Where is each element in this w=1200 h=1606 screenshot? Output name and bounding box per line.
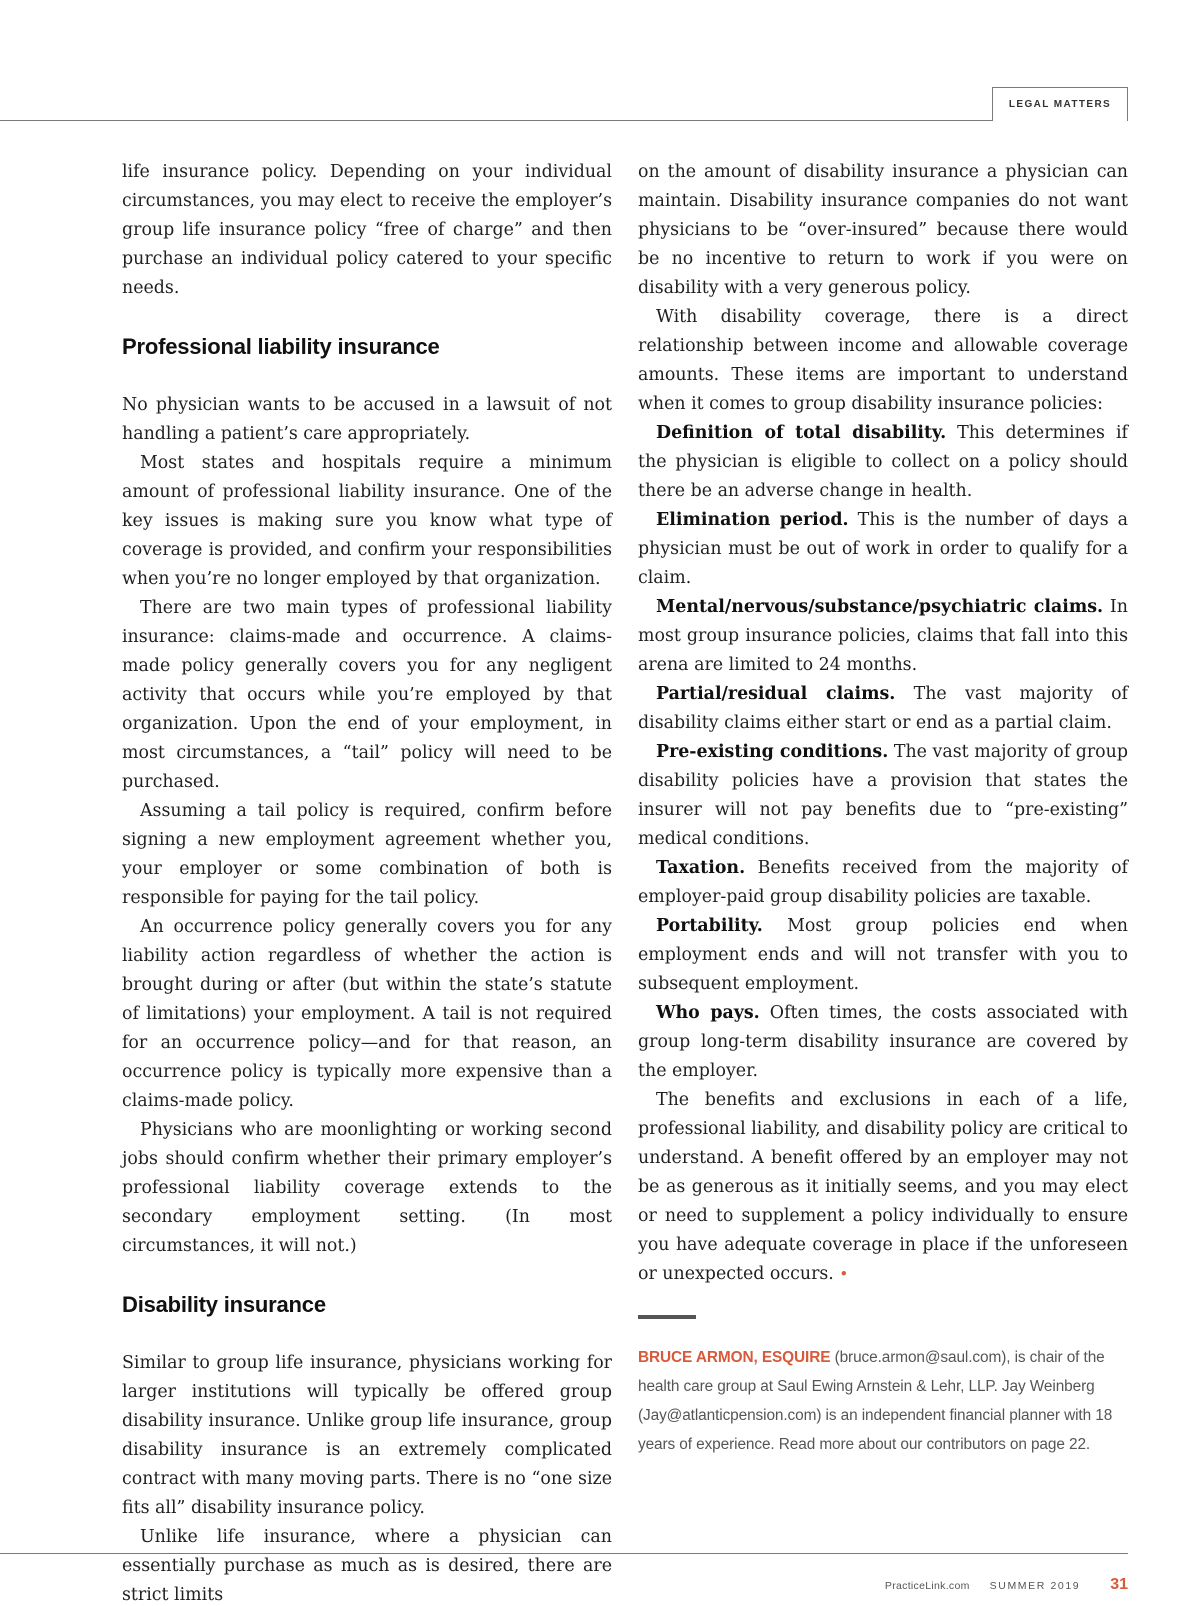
item-term: Elimination period. <box>656 510 849 530</box>
paragraph: Unlike life insurance, where a physician can essentially purchase as much as is desired, there are strict limits <box>122 1527 612 1605</box>
paragraph: Similar to group life insurance, physicians working for larger institutions will typically be offered group disability insurance. Unlike group life insurance, group disability insurance is an extremely complicated contract with many moving parts. There is no “one size fits all” disability insurance policy. <box>122 1353 612 1518</box>
item-term: Definition of total disability. <box>656 423 947 443</box>
item-term: Portability. <box>656 916 763 936</box>
item-term: Taxation. <box>656 858 746 878</box>
paragraph: There are two main types of professional liability insurance: claims-made and occurrence. A claims-made policy generally covers you for any negligent activity that occurs while you’re employed by that organization. Upon the end of your employment, in most circumstances, a “tail” policy will need to be purchased. <box>122 598 612 792</box>
author-bio <box>638 1343 1128 1459</box>
item-text: In most group insurance policies, claims that fall into this arena are limited to 24 months. <box>638 597 1128 675</box>
paragraph <box>638 1086 1128 1289</box>
list-item <box>638 738 1128 854</box>
bio-text: (bruce.armon@saul.com), is chair of the health care group at Saul Ewing Arnstein & Lehr, LLP. Jay Weinberg (Jay@atlanticpension.com) is an independent financial planner with 18 years of experience. Read more about our contributors on page 22. <box>638 1349 1113 1453</box>
item-text: Benefits received from the majority of employer-paid group disability policies are taxable. <box>638 858 1128 907</box>
header-rule <box>0 120 1128 121</box>
paragraph: Assuming a tail policy is required, confirm before signing a new employment agreement whether you, your employer or some combination of both is responsible for paying for the tail policy. <box>122 801 612 908</box>
end-mark-icon: • <box>839 1265 849 1283</box>
closing-text: The benefits and exclusions in each of a life, professional liability, and disability policy are critical to understand. A benefit offered by an employer may not be as generous as it initially seems, and you may elect or need to supplement a policy individually to ensure you have adequate coverage in place if the unforeseen or unexpected occurs. <box>638 1090 1128 1284</box>
paragraph: Most states and hospitals require a minimum amount of professional liability insurance. One of the key issues is making sure you know what type of coverage is provided, and confirm your responsibilities when you’re no longer employed by that organization. <box>122 453 612 589</box>
item-text: The vast majority of disability claims either start or end as a partial claim. <box>638 684 1128 733</box>
paragraph: on the amount of disability insurance a physician can maintain. Disability insurance companies do not want physicians to be “over-insured” because there would be no incentive to return to work if you were on disability with a very generous policy. <box>638 162 1128 298</box>
list-item <box>638 680 1128 738</box>
list-item <box>638 999 1128 1086</box>
item-text: This determines if the physician is eligible to collect on a policy should there be an adverse change in health. <box>638 423 1128 501</box>
item-term: Partial/residual claims. <box>656 684 896 704</box>
right-column <box>638 158 1128 1459</box>
footer-issue: SUMMER 2019 <box>989 1580 1081 1592</box>
left-column <box>122 158 612 1606</box>
page-number: 31 <box>1110 1576 1128 1593</box>
bio-divider <box>638 1315 696 1319</box>
paragraph: life insurance policy. Depending on your individual circumstances, you may elect to receive the employer’s group life insurance policy “free of charge” and then purchase an individual policy catered to your specific needs. <box>122 162 612 298</box>
heading-professional-liability: Professional liability insurance <box>122 334 440 359</box>
item-text: Most group policies end when employment ends and will not transfer with you to subsequent employment. <box>638 916 1128 994</box>
paragraph: Physicians who are moonlighting or working second jobs should confirm whether their primary employer’s professional liability coverage extends to the secondary employment setting. (In most circumstances, it will not.) <box>122 1120 612 1256</box>
heading-disability-insurance: Disability insurance <box>122 1292 326 1317</box>
list-item <box>638 506 1128 593</box>
item-text: This is the number of days a physician must be out of work in order to qualify for a claim. <box>638 510 1128 588</box>
paragraph: No physician wants to be accused in a lawsuit of not handling a patient’s care appropriately. <box>122 395 612 444</box>
paragraph: An occurrence policy generally covers you for any liability action regardless of whether the action is brought during or after (but within the state’s statute of limitations) your employment. A tail is not required for an occurrence policy—and for that reason, an occurrence policy is typically more expensive than a claims-made policy. <box>122 917 612 1111</box>
footer <box>885 1576 1128 1594</box>
list-item <box>638 912 1128 999</box>
section-tag: LEGAL MATTERS <box>992 87 1128 121</box>
item-text: Often times, the costs associated with group long-term disability insurance are covered by the employer. <box>638 1003 1128 1081</box>
item-term: Mental/nervous/substance/psychiatric claims. <box>656 597 1104 617</box>
item-term: Pre-existing conditions. <box>656 742 889 762</box>
paragraph: With disability coverage, there is a direct relationship between income and allowable coverage amounts. These items are important to understand when it comes to group disability insurance policies: <box>638 307 1128 414</box>
list-item <box>638 854 1128 912</box>
footer-rule <box>0 1553 1128 1554</box>
item-term: Who pays. <box>656 1003 760 1023</box>
footer-site: PracticeLink.com <box>884 1580 970 1592</box>
item-text: The vast majority of group disability policies have a provision that states the insurer will not pay benefits due to “pre-existing” medical conditions. <box>638 742 1128 849</box>
list-item <box>638 419 1128 506</box>
list-item <box>638 593 1128 680</box>
author-name: BRUCE ARMON, ESQUIRE <box>638 1349 831 1366</box>
